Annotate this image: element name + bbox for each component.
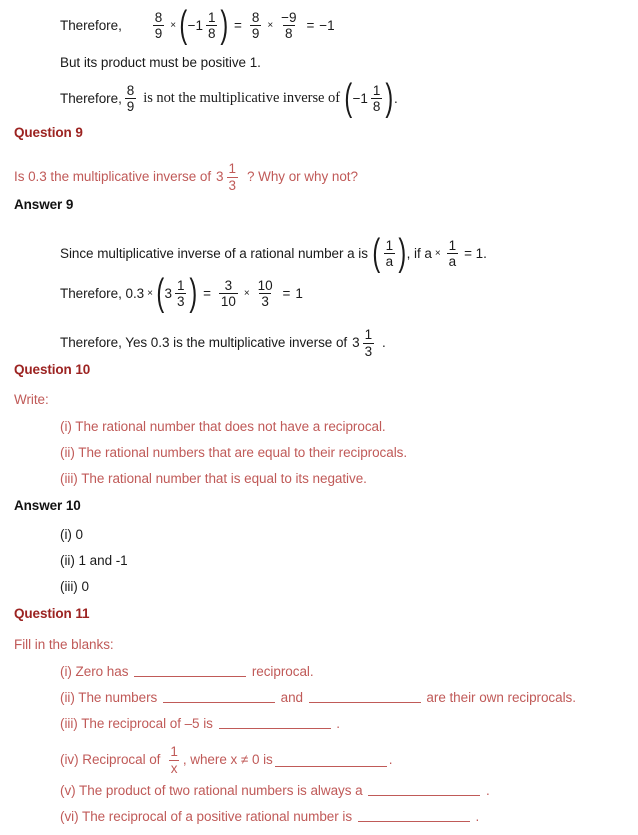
fraction-1-x: $\frac{1}{x}$ <box>170 744 178 776</box>
conclusion-suffix: . <box>393 90 398 106</box>
question-10-heading: Question 10 <box>14 362 91 377</box>
l2-fraction-10-3: $\frac{10}{3}$ <box>257 277 273 310</box>
equation-result: −1 <box>319 17 335 33</box>
item-iii-before: (iii) The reciprocal of –5 is <box>60 716 213 731</box>
fraction-8-9-conclusion: $\frac{8}{9}$ <box>126 82 135 115</box>
fraction-1-a: $\frac{1}{a}$ <box>385 237 394 270</box>
fraction-1-8: $\frac{1}{8}$ <box>207 9 216 42</box>
item-ii-middle: and <box>280 690 304 705</box>
mixed-whole: −1 <box>187 17 203 33</box>
right-paren-l2: ) <box>189 272 198 314</box>
blank-field-7[interactable] <box>358 809 470 822</box>
right-paren: ) <box>220 4 229 46</box>
question-10-item-i: (i) The rational number that does not have a reciprocal. <box>60 419 386 434</box>
left-paren-conclusion: ( <box>344 77 353 119</box>
fraction-8-9-rhs: $\frac{8}{9}$ <box>251 9 260 42</box>
item-iv-before: (iv) Reciprocal of <box>60 752 161 768</box>
question-9-text-before: Is 0.3 the multiplicative inverse of <box>14 169 212 185</box>
l2-mixed-whole: 3 <box>164 285 172 301</box>
item-iii-after: . <box>336 716 340 731</box>
answer-9-line-2 <box>60 272 303 314</box>
multiply-symbol-l2b: × <box>243 287 250 299</box>
question-10-item-ii: (ii) The rational numbers that are equal to their reciprocals. <box>60 445 408 460</box>
question-11-item-iv <box>60 745 392 775</box>
left-paren-l2: ( <box>156 272 165 314</box>
item-iv-middle: , where x ≠ 0 is <box>182 752 273 768</box>
question-9-heading: Question 9 <box>14 125 83 140</box>
question-11-item-i <box>60 664 314 679</box>
answer-9-line-3 <box>60 328 386 358</box>
mixed-whole-conclusion: −1 <box>352 90 368 106</box>
question-9-text <box>14 162 358 192</box>
answer-10-item-i: (i) 0 <box>60 527 83 542</box>
equals-l2b: = <box>282 285 291 301</box>
fraction-1-8-conclusion: $\frac{1}{8}$ <box>372 82 381 115</box>
l3-mixed-whole: 3 <box>352 335 360 351</box>
answer-9-line-1-end: = 1. <box>464 245 487 261</box>
question-9-fraction-1-3: $\frac{1}{3}$ <box>228 161 236 193</box>
right-paren-1a: ) <box>398 232 407 274</box>
item-iv-after: . <box>388 752 393 768</box>
blank-field-3[interactable] <box>309 690 421 703</box>
answer-9-heading: Answer 9 <box>14 197 74 212</box>
conclusion-middle-text: is not the multiplicative inverse of <box>143 90 340 107</box>
blank-field-5[interactable] <box>275 754 387 767</box>
multiply-symbol-1a: × <box>434 247 441 259</box>
blank-field-6[interactable] <box>368 783 480 796</box>
fraction-8-9: $\frac{8}{9}$ <box>154 9 163 42</box>
answer-9-line-1-mid: , if a <box>406 245 432 261</box>
equals-l2a: = <box>203 285 211 301</box>
answer-10-item-ii: (ii) 1 and -1 <box>60 553 128 568</box>
equals-symbol: = <box>234 17 242 33</box>
answer-9-line-3-prefix: Therefore, Yes 0.3 is the multiplicative inverse of <box>60 335 348 351</box>
multiply-symbol: × <box>170 19 177 31</box>
answer-9-line-1 <box>60 232 487 274</box>
question-11-item-vi <box>60 809 479 824</box>
product-positive-note: But its product must be positive 1. <box>60 55 261 70</box>
l2-result: 1 <box>295 285 303 301</box>
question-11-item-iii <box>60 716 340 731</box>
item-i-after: reciprocal. <box>251 664 314 679</box>
item-vi-after: . <box>475 809 480 824</box>
l3-fraction-1-3: $\frac{1}{3}$ <box>364 327 373 359</box>
fraction-neg9-8: $\frac{-9}{8}$ <box>281 9 297 42</box>
answer-10-heading: Answer 10 <box>14 498 81 513</box>
question-10-prompt: Write: <box>14 392 49 407</box>
right-paren-conclusion: ) <box>385 77 394 119</box>
answer-9-line-2-prefix: Therefore, 0.3 <box>60 285 145 301</box>
therefore-equation-line <box>60 4 335 46</box>
left-paren: ( <box>179 4 188 46</box>
question-11-item-v <box>60 783 490 798</box>
item-vi-before: (vi) The reciprocal of a positive rational number is <box>60 809 353 824</box>
conclusion-prefix: Therefore, <box>60 90 122 106</box>
blank-field-1[interactable] <box>134 664 246 677</box>
question-10-item-iii: (iii) The rational number that is equal to its negative. <box>60 471 367 486</box>
left-paren-1a: ( <box>372 232 381 274</box>
question-11-heading: Question 11 <box>14 606 90 621</box>
question-11-prompt: Fill in the blanks: <box>14 637 114 652</box>
question-11-item-ii <box>60 690 576 705</box>
answer-9-line-3-suffix: . <box>382 335 386 351</box>
blank-field-4[interactable] <box>219 716 331 729</box>
multiply-symbol-2: × <box>267 19 274 31</box>
question-9-mixed-whole: 3 <box>216 169 224 185</box>
item-ii-after: are their own reciprocals. <box>426 690 576 705</box>
equals-symbol-2: = <box>306 17 315 33</box>
therefore-label: Therefore, <box>60 17 122 33</box>
conclusion-line <box>60 77 398 119</box>
question-9-text-after: ? Why or why not? <box>246 169 358 185</box>
item-v-after: . <box>486 783 490 798</box>
fraction-1-a-2: $\frac{1}{a}$ <box>448 237 457 270</box>
answer-9-line-1-before: Since multiplicative inverse of a rational number a is <box>60 245 368 261</box>
l2-fraction-3-10: $\frac{3}{10}$ <box>220 277 236 310</box>
blank-field-2[interactable] <box>163 690 275 703</box>
answer-10-item-iii: (iii) 0 <box>60 579 89 594</box>
item-i-before: (i) Zero has <box>60 664 129 679</box>
multiply-symbol-l2a: × <box>147 287 153 299</box>
item-ii-before: (ii) The numbers <box>60 690 158 705</box>
item-v-before: (v) The product of two rational numbers is always a <box>60 783 363 798</box>
l2-fraction-1-3: $\frac{1}{3}$ <box>176 277 185 310</box>
